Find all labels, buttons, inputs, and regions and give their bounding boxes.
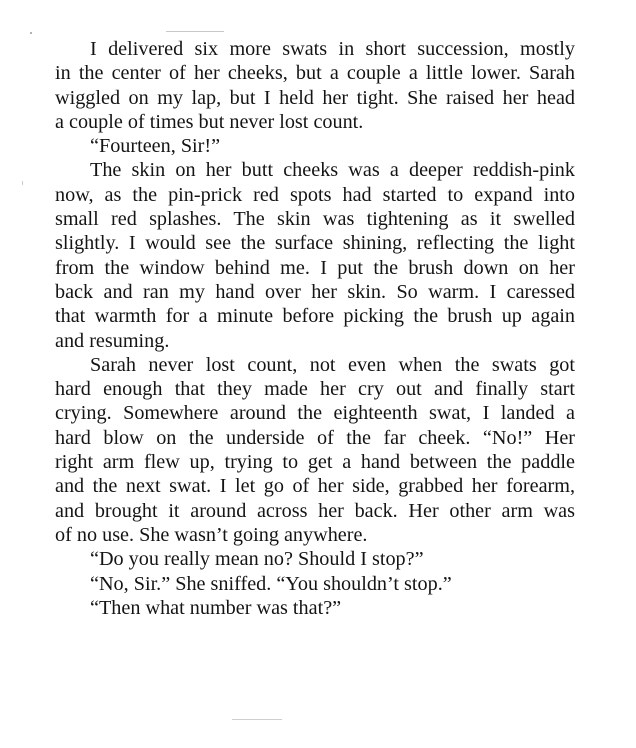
- text-line: “Do you really mean no? Should I stop?”: [90, 548, 424, 571]
- page-speck: [30, 32, 32, 34]
- page-speck: [22, 181, 23, 185]
- bottom-rule: [232, 719, 282, 720]
- text-line: “No, Sir.” She sniffed. “You shouldn’t stop.”: [90, 572, 452, 595]
- text-line: now, as the pin-prick red spots had started to expand into: [55, 183, 575, 206]
- text-line: from the window behind me. I put the brush down on her: [55, 256, 575, 279]
- text-line: right arm flew up, trying to get a hand between the paddle: [55, 451, 575, 474]
- text-line: and brought it around across her back. Her other arm was: [55, 499, 575, 522]
- text-line: “Fourteen, Sir!”: [90, 135, 221, 158]
- text-line: that warmth for a minute before picking the brush up again: [55, 305, 575, 328]
- text-line: hard enough that they made her cry out and finally start: [55, 378, 575, 401]
- text-line: Sarah never lost count, not even when the swats got: [90, 353, 575, 376]
- body-text: [55, 37, 575, 620]
- text-line: a couple of times but never lost count.: [55, 110, 364, 133]
- text-line: crying. Somewhere around the eighteenth swat, I landed a: [55, 402, 575, 425]
- text-line: of no use. She wasn’t going anywhere.: [55, 523, 368, 546]
- text-line: and the next swat. I let go of her side, grabbed her forearm,: [55, 475, 575, 498]
- text-line: and resuming.: [55, 329, 170, 352]
- text-line: back and ran my hand over her skin. So warm. I caressed: [55, 280, 575, 303]
- text-line: small red splashes. The skin was tightening as it swelled: [55, 208, 575, 231]
- text-line: wiggled on my lap, but I held her tight. She raised her head: [55, 86, 575, 109]
- text-line: hard blow on the underside of the far cheek. “No!” Her: [55, 426, 575, 449]
- text-line: I delivered six more swats in short succession, mostly: [90, 38, 575, 60]
- text-line: slightly. I would see the surface shining, reflecting the light: [55, 232, 575, 255]
- text-line: “Then what number was that?”: [90, 596, 342, 619]
- text-line: in the center of her cheeks, but a couple a little lower. Sarah: [55, 62, 575, 85]
- text-line: The skin on her butt cheeks was a deeper reddish-pink: [90, 159, 575, 182]
- top-rule: [166, 31, 224, 32]
